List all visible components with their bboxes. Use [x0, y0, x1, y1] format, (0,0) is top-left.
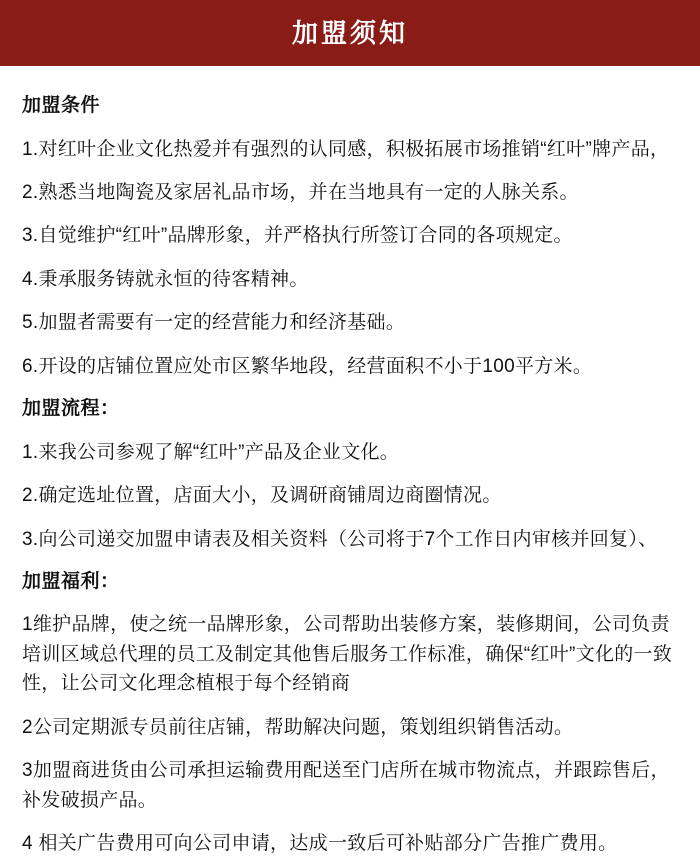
- section-line: 2.确定选址位置，店面大小，及调研商铺周边商圈情况。: [22, 485, 502, 507]
- section-join-process: [22, 395, 678, 554]
- document-body: [0, 66, 700, 859]
- section-line: 2.熟悉当地陶瓷及家居礼品市场，并在当地具有一定的人脉关系。: [22, 181, 579, 203]
- section-join-conditions: [22, 92, 678, 381]
- section-heading: 加盟流程：: [22, 398, 120, 420]
- section-heading: 加盟条件: [22, 95, 101, 116]
- section-line: 1.对红叶企业文化热爱并有强烈的认同感，积极拓展市场推销“红叶”牌产品，: [22, 138, 670, 160]
- section-line: 1.来我公司参观了解“红叶”产品及企业文化。: [22, 441, 400, 463]
- page-title: 加盟须知: [291, 18, 408, 48]
- section-line: 6.开设的店铺位置应处市区繁华地段，经营面积不小于100平方米。: [22, 355, 593, 377]
- section-line: 3加盟商进货由公司承担运输费用配送至门店所在城市物流点，并跟踪售后，补发破损产品。: [22, 760, 670, 811]
- section-line: 3.向公司递交加盟申请表及相关资料（公司将于7个工作日内审核并回复）、: [22, 528, 658, 550]
- section-line: 4.秉承服务铸就永恒的待客精神。: [22, 268, 309, 290]
- section-heading: 加盟福利：: [22, 570, 120, 592]
- section-line: 3.自觉维护“红叶”品牌形象，并严格执行所签订合同的各项规定。: [22, 225, 573, 247]
- section-line: 2公司定期派专员前往店铺，帮助解决问题，策划组织销售活动。: [22, 716, 574, 738]
- section-join-benefits: [22, 568, 678, 859]
- document-header: [0, 0, 700, 66]
- section-line: 4 相关广告费用可向公司申请，达成一致后可补贴部分广告推广费用。: [22, 833, 618, 855]
- section-line: 5.加盟者需要有一定的经营能力和经济基础。: [22, 312, 406, 334]
- section-line: 1维护品牌，使之统一品牌形象，公司帮助出装修方案，装修期间，公司负责培训区域总代理的员工及制定其他售后服务工作标准，确保“红叶”文化的一致性，让公司文化理念植根于每个经销商: [22, 614, 673, 695]
